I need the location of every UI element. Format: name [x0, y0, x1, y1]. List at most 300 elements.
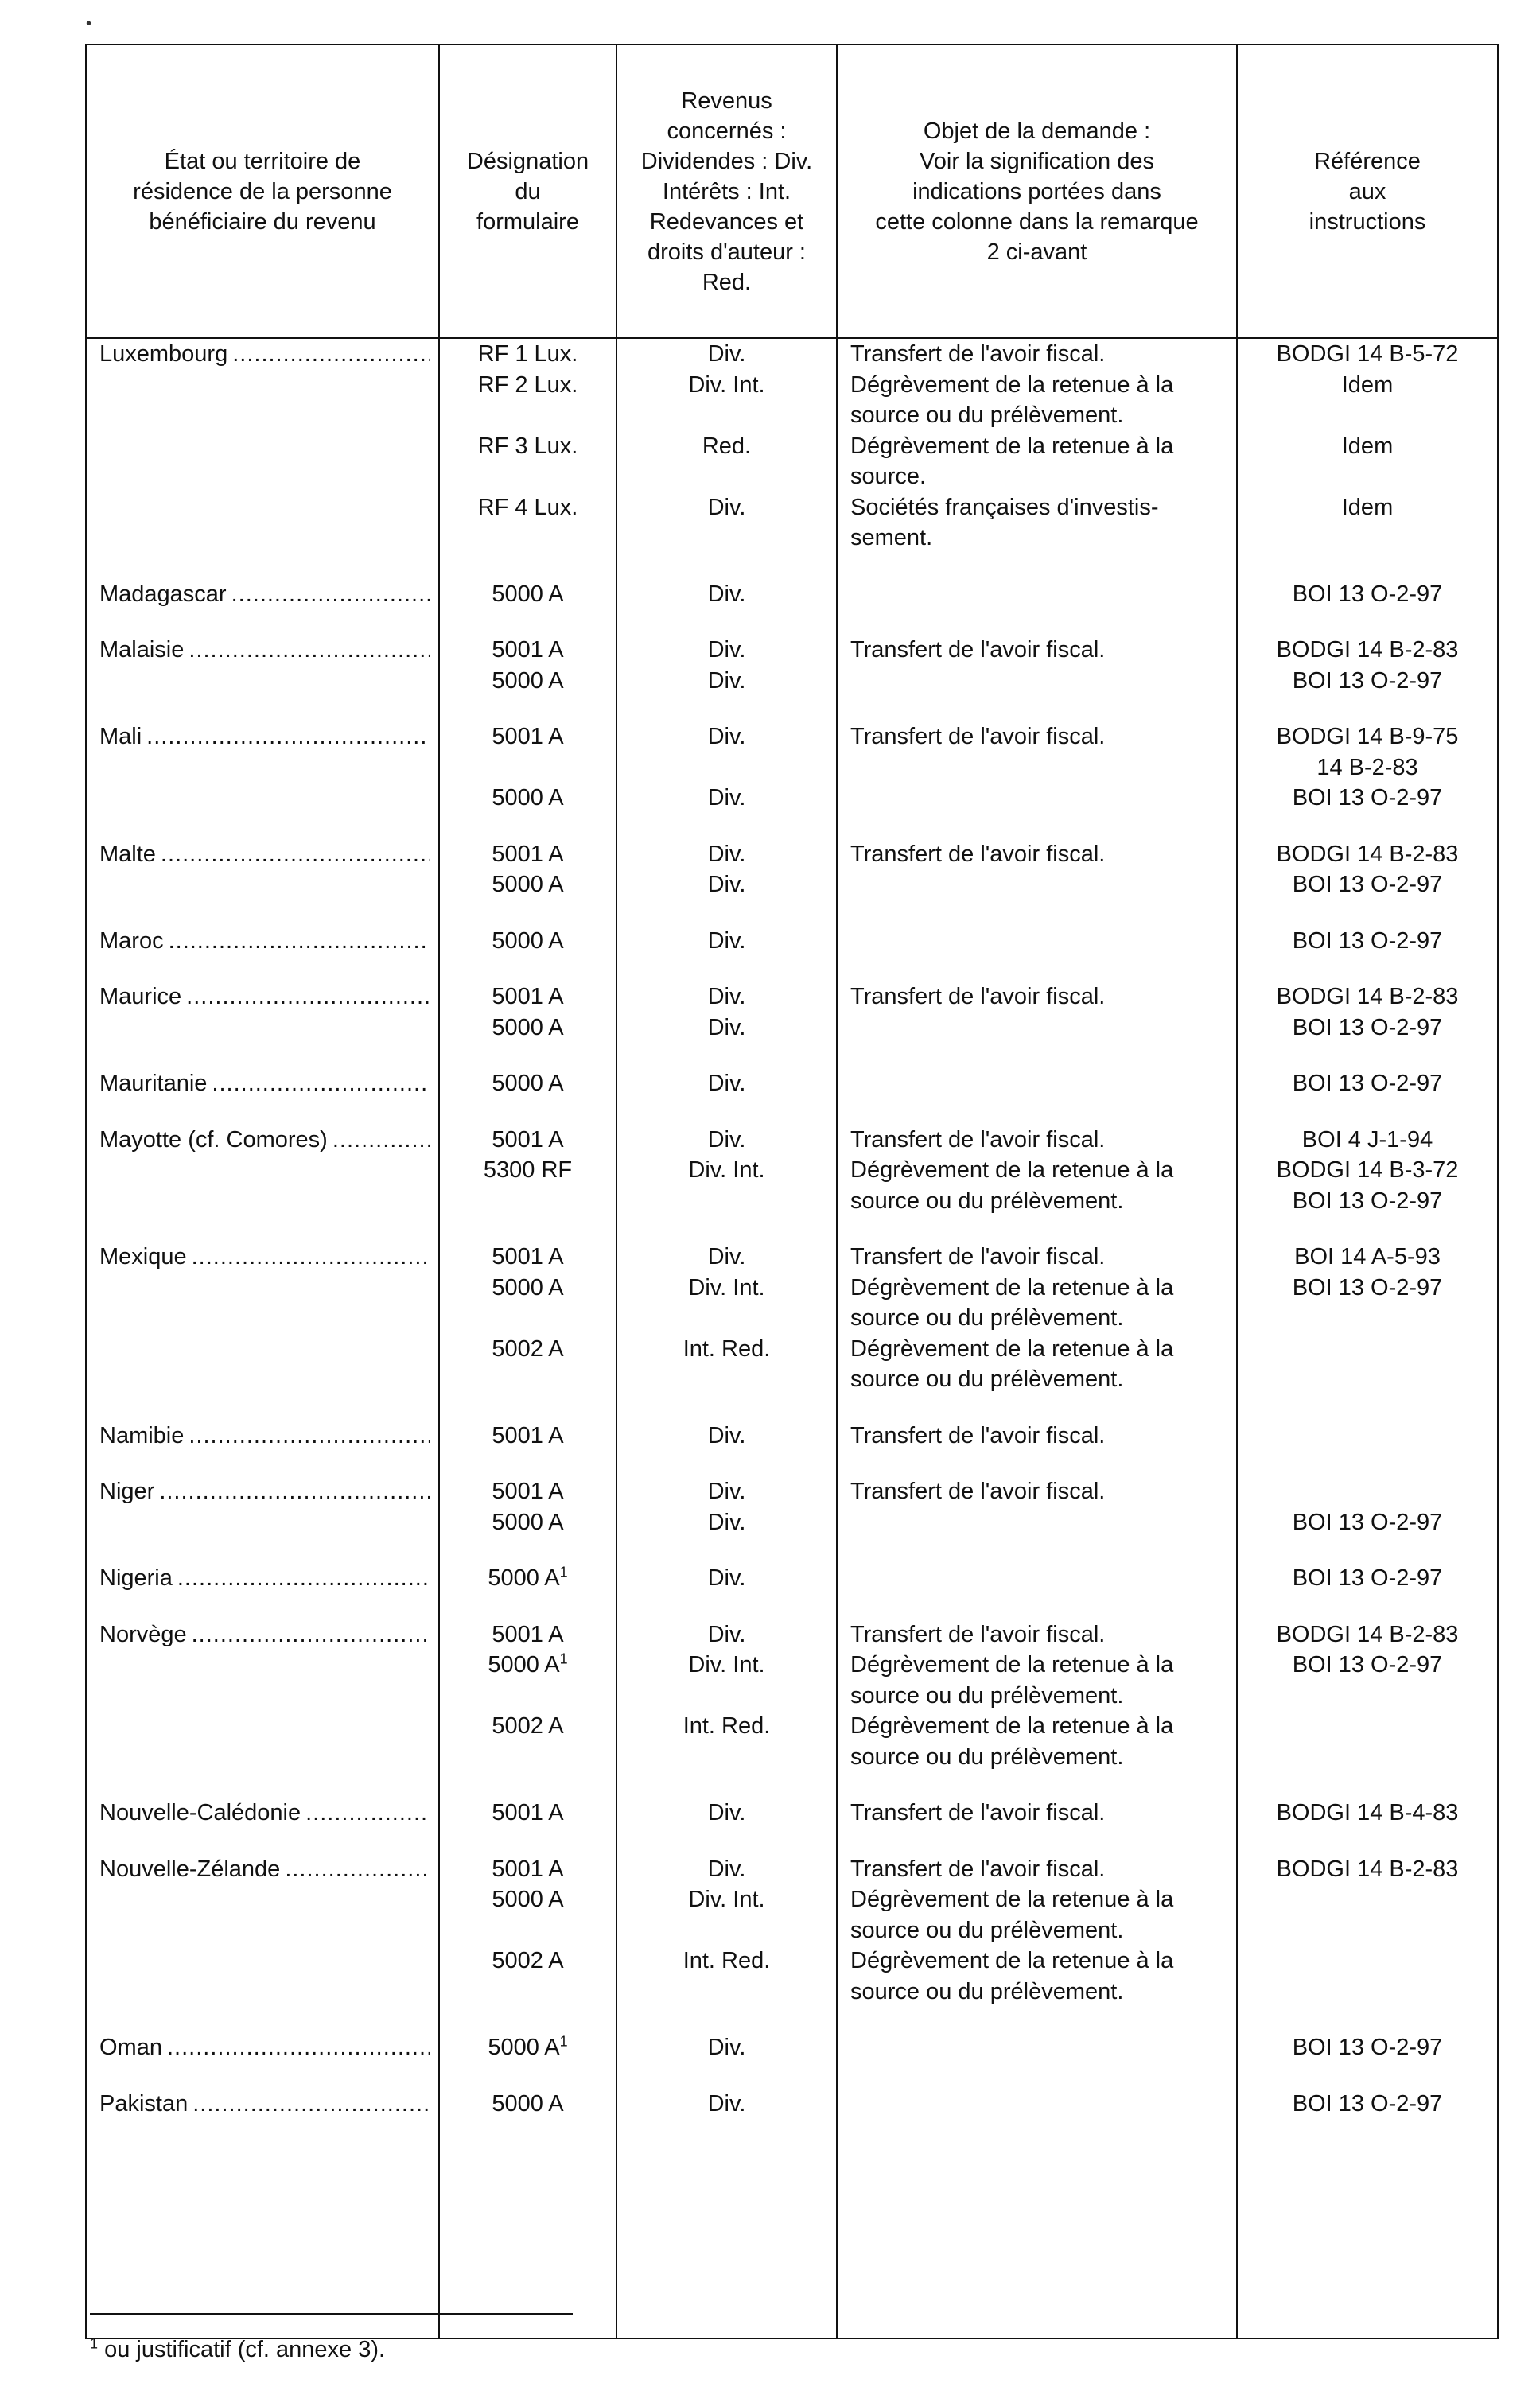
state-name-row — [99, 1125, 430, 1156]
entry-state-cell — [99, 1068, 430, 1099]
form-designation — [440, 400, 616, 431]
reference-value — [1238, 1742, 1497, 1773]
form-designation: 5001 A — [492, 984, 564, 1009]
reference-value: BODGI 14 B-5-72 — [1276, 341, 1459, 367]
revenus-value — [617, 523, 836, 554]
form-designation: 5002 A — [492, 1713, 564, 1739]
entry-obj-cell — [850, 1798, 1227, 1829]
objet-text: source ou du prélèvement. — [850, 1917, 1124, 1943]
entry-obj-cell — [850, 579, 1227, 610]
form-designation — [440, 1742, 616, 1773]
entry-ref-cell — [1238, 1619, 1497, 1773]
reference-value: BOI 13 O-2-97 — [1292, 1274, 1443, 1300]
entry-rev-cell — [617, 1242, 836, 1395]
spacer — [99, 869, 430, 900]
entry-ref-cell — [1238, 1125, 1497, 1217]
entry-ref-cell — [1238, 1068, 1497, 1099]
entry-state-cell — [99, 2089, 430, 2120]
revenus-value: Div. Int. — [688, 1274, 765, 1300]
objet-text: Sociétés françaises d'investis- — [850, 494, 1159, 520]
objet-text — [850, 666, 1227, 697]
form-designation — [440, 1681, 616, 1712]
reference-value: BOI 13 O-2-97 — [1292, 1509, 1443, 1535]
objet-text: Transfert de l'avoir fiscal. — [850, 341, 1106, 367]
form-designation: RF 3 Lux. — [477, 433, 578, 459]
form-designation: 5002 A — [492, 1335, 564, 1362]
reference-value: BODGI 14 B-2-83 — [1276, 1856, 1459, 1882]
form-designation: 5001 A — [492, 637, 564, 663]
entry-rev-cell — [617, 2089, 836, 2120]
entry-ref-cell — [1238, 1563, 1497, 1594]
reference-value: 14 B-2-83 — [1316, 754, 1418, 780]
reference-value — [1238, 400, 1497, 431]
revenus-value: Div. — [707, 1856, 746, 1882]
entry-obj-cell — [850, 2032, 1227, 2063]
revenus-value: Div. — [707, 1244, 746, 1269]
form-designation: 5001 A — [492, 1244, 564, 1269]
revenus-value: Div. Int. — [688, 1652, 765, 1678]
table-body-row — [86, 338, 1498, 2339]
reference-value: BOI 13 O-2-97 — [1292, 2035, 1443, 2060]
spacer — [99, 370, 430, 401]
spacer — [99, 1711, 430, 1742]
objet-text — [850, 2032, 1227, 2063]
revenus-value — [617, 1364, 836, 1395]
form-designation: 5001 A — [492, 1621, 564, 1647]
reference-value: Idem — [1341, 371, 1394, 398]
entry-ref-cell — [1238, 926, 1497, 957]
objet-text: Transfert de l'avoir fiscal. — [850, 1621, 1106, 1647]
state-name-row — [99, 1242, 430, 1273]
revenus-value: Div. — [707, 1126, 746, 1153]
entry-state-cell — [99, 982, 430, 1043]
state-name-row — [99, 2032, 430, 2063]
reference-value: BOI 4 J-1-94 — [1301, 1126, 1433, 1153]
entry-obj-cell — [850, 926, 1227, 957]
objet-text: Dégrèvement de la retenue à la — [850, 1713, 1174, 1739]
form-designation — [440, 1364, 616, 1395]
footnote-separator — [90, 2313, 573, 2315]
objet-text — [850, 1563, 1227, 1594]
entry-ref-cell — [1238, 1798, 1497, 1829]
form-designation: 5001 A — [492, 841, 564, 867]
revenus-value: Div. — [707, 1509, 746, 1535]
reference-value: BOI 13 O-2-97 — [1292, 927, 1443, 954]
entry-ref-cell — [1238, 579, 1497, 610]
state-name: Luxembourg — [99, 341, 228, 367]
revenus-value: Red. — [702, 433, 752, 459]
spacer — [99, 1155, 430, 1186]
revenus-value: Div. — [707, 872, 746, 897]
entry-state-cell — [99, 839, 430, 900]
state-name: Madagascar — [99, 581, 227, 607]
entry-rev-cell — [617, 339, 836, 554]
entry-ref-cell — [1238, 2032, 1497, 2063]
revenus-value — [617, 1186, 836, 1217]
objet-text: sement. — [850, 525, 933, 550]
state-name: Norvège — [99, 1621, 187, 1647]
entry-rev-cell — [617, 1563, 836, 1594]
state-name: Malte — [99, 841, 156, 867]
revenus-value: Div. — [707, 984, 746, 1009]
form-designation: 5000 A — [492, 927, 564, 954]
entry-state-cell — [99, 339, 430, 554]
spacer — [99, 523, 430, 554]
state-name: Namibie — [99, 1422, 185, 1448]
entry-state-cell — [99, 1854, 430, 2008]
spacer — [99, 1186, 430, 1217]
form-column — [439, 338, 616, 2339]
entry-state-cell — [99, 1421, 430, 1452]
leader-dots — [231, 579, 430, 610]
spacer — [99, 1303, 430, 1334]
form-designation — [440, 461, 616, 492]
leader-dots — [192, 2089, 430, 2120]
form-designation: 5001 A — [492, 1856, 564, 1882]
form-designation: 5300 RF — [483, 1157, 573, 1183]
revenus-value: Div. Int. — [688, 371, 765, 398]
reference-column — [1237, 338, 1498, 2339]
revenus-value: Div. — [707, 494, 746, 520]
revenus-value: Int. Red. — [682, 1335, 771, 1362]
leader-dots — [305, 1798, 430, 1829]
reference-value — [1238, 461, 1497, 492]
leader-dots — [167, 2032, 430, 2063]
objet-text: Transfert de l'avoir fiscal. — [850, 1244, 1106, 1269]
entry-state-cell — [99, 579, 430, 610]
form-designation: RF 1 Lux. — [477, 341, 578, 367]
objet-text: Transfert de l'avoir fiscal. — [850, 724, 1106, 749]
revenus-value: Div. Int. — [688, 1157, 765, 1183]
state-name-row — [99, 2089, 430, 2120]
reference-value: BOI 13 O-2-97 — [1292, 667, 1443, 694]
form-designation — [440, 1915, 616, 1946]
reference-value — [1238, 1977, 1497, 2008]
revenus-value: Div. — [707, 1479, 746, 1504]
objet-text — [850, 1068, 1227, 1099]
entry-form-cell — [440, 2089, 616, 2120]
form-designation: 5001 A — [492, 1126, 564, 1153]
header-objet: Objet de la demande : Voir la signification des indications portées dans cette colonne dans la remarque 2 ci-avant — [837, 45, 1237, 338]
footnote-text: ou justificatif (cf. annexe 3). — [104, 2337, 386, 2362]
entry-state-cell — [99, 2032, 430, 2063]
entry-ref-cell — [1238, 339, 1497, 554]
leader-dots — [332, 1125, 430, 1156]
spacer — [99, 492, 430, 523]
revenus-value: Div. — [707, 1621, 746, 1647]
revenus-value: Div. — [707, 581, 746, 607]
objet-text: source ou du prélèvement. — [850, 1744, 1124, 1770]
state-name-row — [99, 721, 430, 752]
reference-value — [1238, 523, 1497, 554]
leader-dots — [169, 926, 430, 957]
objet-text — [850, 926, 1227, 957]
entry-state-cell — [99, 721, 430, 814]
revenus-value: Div. Int. — [688, 1887, 765, 1912]
reference-value: BOI 13 O-2-97 — [1292, 1188, 1443, 1214]
revenus-value — [617, 400, 836, 431]
entry-obj-cell — [850, 1476, 1227, 1538]
entry-ref-cell — [1238, 1476, 1497, 1538]
spacer — [99, 1681, 430, 1712]
leader-dots — [177, 1563, 430, 1594]
form-designation: 5000 $A^1$ — [488, 1650, 568, 1678]
reference-value: BOI 13 O-2-97 — [1292, 1014, 1443, 1040]
revenus-value — [617, 752, 836, 783]
entry-form-cell — [440, 926, 616, 957]
entry-state-cell — [99, 1563, 430, 1594]
entry-rev-cell — [617, 1798, 836, 1829]
header-state: État ou territoire de résidence de la personne bénéficiaire du revenu — [86, 45, 439, 338]
entry-form-cell — [440, 1476, 616, 1538]
entry-state-cell — [99, 926, 430, 957]
revenus-value: Div. — [707, 785, 746, 811]
form-designation: 5000 A — [492, 1274, 564, 1300]
entry-rev-cell — [617, 982, 836, 1043]
state-name-row — [99, 1421, 430, 1452]
revenus-value — [617, 1915, 836, 1946]
revenus-column — [616, 338, 837, 2339]
revenus-value: Div. — [707, 667, 746, 694]
scan-speck: • — [86, 15, 92, 33]
objet-text: Dégrèvement de la retenue à la — [850, 1948, 1174, 1973]
spacer — [99, 431, 430, 462]
state-name-row — [99, 1563, 430, 1594]
reference-value — [1238, 1364, 1497, 1395]
entry-obj-cell — [850, 839, 1227, 900]
objet-text: Dégrèvement de la retenue à la — [850, 1274, 1174, 1300]
objet-text: source ou du prélèvement. — [850, 1978, 1124, 2004]
objet-text: Transfert de l'avoir fiscal. — [850, 1856, 1106, 1882]
state-name: Malaisie — [99, 637, 185, 663]
state-name-row — [99, 982, 430, 1013]
leader-dots — [192, 1619, 430, 1650]
leader-dots — [232, 339, 430, 370]
revenus-value: Div. — [707, 1071, 746, 1096]
objet-text — [850, 579, 1227, 610]
objet-text — [850, 1013, 1227, 1044]
form-designation: RF 4 Lux. — [477, 494, 578, 520]
state-name: Mali — [99, 724, 142, 749]
revenus-value: Div. — [707, 724, 746, 749]
state-name-row — [99, 1619, 430, 1650]
entry-obj-cell — [850, 1068, 1227, 1099]
state-name-row — [99, 1068, 430, 1099]
revenus-value: Div. — [707, 841, 746, 867]
state-name-row — [99, 579, 430, 610]
entry-rev-cell — [617, 579, 836, 610]
state-name-row — [99, 926, 430, 957]
entry-form-cell — [440, 721, 616, 814]
objet-text — [850, 752, 1227, 783]
objet-text: source ou du prélèvement. — [850, 1367, 1124, 1392]
objet-text: source ou du prélèvement. — [850, 1188, 1124, 1214]
form-designation: RF 2 Lux. — [477, 371, 578, 398]
reference-value: BODGI 14 B-2-83 — [1276, 1621, 1459, 1647]
entry-ref-cell — [1238, 1854, 1497, 2008]
entry-state-cell — [99, 1242, 430, 1395]
spacer — [99, 1742, 430, 1773]
entry-rev-cell — [617, 926, 836, 957]
spacer — [99, 400, 430, 431]
form-designation — [440, 1977, 616, 2008]
objet-text: source ou du prélèvement. — [850, 402, 1124, 428]
spacer — [99, 461, 430, 492]
spacer — [99, 783, 430, 814]
state-name: Nouvelle-Zélande — [99, 1856, 281, 1882]
reference-value: BOI 14 A-5-93 — [1294, 1244, 1441, 1269]
leader-dots — [189, 635, 430, 666]
reference-value — [1238, 1303, 1497, 1334]
entry-form-cell — [440, 635, 616, 696]
header-form: Désignation du formulaire — [439, 45, 616, 338]
form-designation: 5000 A — [492, 667, 564, 694]
reference-value: BOI 13 O-2-97 — [1292, 581, 1443, 607]
entry-obj-cell — [850, 635, 1227, 696]
revenus-value — [617, 1681, 836, 1712]
revenus-value — [617, 461, 836, 492]
form-designation: 5000 $A^1$ — [488, 2033, 568, 2060]
reference-value: BODGI 14 B-2-83 — [1276, 637, 1459, 663]
reference-value: Idem — [1341, 494, 1394, 520]
entry-rev-cell — [617, 1125, 836, 1217]
form-designation: 5000 A — [492, 785, 564, 811]
form-designation: 5000 $A^1$ — [488, 1564, 568, 1591]
entry-obj-cell — [850, 1854, 1227, 2008]
form-designation: 5001 A — [492, 1800, 564, 1825]
entry-state-cell — [99, 1476, 430, 1538]
entry-rev-cell — [617, 1619, 836, 1773]
spacer — [99, 752, 430, 783]
reference-value — [1238, 1884, 1497, 1915]
revenus-value: Div. — [707, 341, 746, 367]
state-name-row — [99, 839, 430, 870]
objet-text: Dégrèvement de la retenue à la — [850, 371, 1174, 398]
entry-obj-cell — [850, 1563, 1227, 1594]
entry-form-cell — [440, 1854, 616, 2008]
reference-value — [1238, 1946, 1497, 1977]
spacer — [99, 1977, 430, 2008]
spacer — [99, 1364, 430, 1395]
entry-form-cell — [440, 579, 616, 610]
state-name: Mexique — [99, 1244, 187, 1269]
revenus-value: Int. Red. — [682, 1713, 771, 1739]
objet-text: source. — [850, 464, 927, 489]
entry-state-cell — [99, 635, 430, 696]
leader-dots — [212, 1068, 430, 1099]
entry-obj-cell — [850, 1619, 1227, 1773]
entry-obj-cell — [850, 1242, 1227, 1395]
entry-obj-cell — [850, 1421, 1227, 1452]
objet-text — [850, 2089, 1227, 2120]
spacer — [99, 1650, 430, 1681]
state-name: Maroc — [99, 927, 164, 954]
state-name: Pakistan — [99, 2090, 189, 2117]
reference-value — [1238, 1681, 1497, 1712]
entry-rev-cell — [617, 2032, 836, 2063]
revenus-value: Div. — [707, 1800, 746, 1825]
entry-ref-cell — [1238, 635, 1497, 696]
forms-table — [85, 44, 1499, 2339]
revenus-value — [617, 1742, 836, 1773]
state-name-row — [99, 1854, 430, 1885]
objet-text: Dégrèvement de la retenue à la — [850, 1652, 1174, 1678]
reference-value — [1238, 1711, 1497, 1742]
entry-rev-cell — [617, 1476, 836, 1538]
revenus-value: Div. — [707, 1422, 746, 1448]
leader-dots — [189, 1421, 430, 1452]
revenus-value — [617, 1977, 836, 2008]
objet-text: Transfert de l'avoir fiscal. — [850, 1479, 1106, 1504]
form-designation: 5000 A — [492, 581, 564, 607]
spacer — [99, 1884, 430, 1915]
revenus-value — [617, 1303, 836, 1334]
entry-obj-cell — [850, 2089, 1227, 2120]
entry-rev-cell — [617, 1421, 836, 1452]
reference-value — [1238, 1915, 1497, 1946]
reference-value: BODGI 14 B-2-83 — [1276, 841, 1459, 867]
entry-state-cell — [99, 1619, 430, 1773]
reference-value: BOI 13 O-2-97 — [1292, 872, 1443, 897]
entry-obj-cell — [850, 1125, 1227, 1217]
form-designation: 5000 A — [492, 2090, 564, 2117]
footnote — [90, 2335, 385, 2365]
entry-form-cell — [440, 1619, 616, 1773]
revenus-value: Div. — [707, 637, 746, 663]
entry-ref-cell — [1238, 721, 1497, 814]
revenus-value: Div. — [707, 1565, 746, 1591]
state-name: Mayotte (cf. Comores) — [99, 1126, 328, 1153]
entry-form-cell — [440, 1798, 616, 1829]
reference-value: BOI 13 O-2-97 — [1292, 785, 1443, 811]
reference-value: BODGI 14 B-3-72 — [1276, 1157, 1459, 1183]
entry-form-cell — [440, 339, 616, 554]
entry-rev-cell — [617, 1854, 836, 2008]
spacer — [99, 1915, 430, 1946]
state-name: Maurice — [99, 984, 182, 1009]
entry-form-cell — [440, 1068, 616, 1099]
entry-form-cell — [440, 1242, 616, 1395]
entry-ref-cell — [1238, 1421, 1497, 1452]
entry-ref-cell — [1238, 1242, 1497, 1395]
objet-text: Transfert de l'avoir fiscal. — [850, 637, 1106, 663]
objet-text: Dégrèvement de la retenue à la — [850, 433, 1174, 459]
objet-text: Transfert de l'avoir fiscal. — [850, 984, 1106, 1009]
form-designation: 5000 A — [492, 1509, 564, 1535]
objet-text: Dégrèvement de la retenue à la — [850, 1335, 1174, 1362]
spacer — [99, 1013, 430, 1044]
state-name-row — [99, 635, 430, 666]
reference-value: BODGI 14 B-2-83 — [1276, 984, 1459, 1009]
reference-value: Idem — [1341, 433, 1394, 459]
form-designation: 5000 A — [492, 1014, 564, 1040]
entry-rev-cell — [617, 839, 836, 900]
leader-dots — [192, 1242, 430, 1273]
form-designation: 5001 A — [492, 1479, 564, 1504]
header-revenus: Revenus concernés : Dividendes : Div. Intérêts : Int. Redevances et droits d'auteur : Red. — [616, 45, 837, 338]
state-name: Nigeria — [99, 1565, 173, 1591]
entry-form-cell — [440, 1421, 616, 1452]
entry-form-cell — [440, 982, 616, 1043]
spacer — [99, 1507, 430, 1538]
state-name: Nouvelle-Calédonie — [99, 1800, 301, 1825]
reference-value: BOI 13 O-2-97 — [1292, 1652, 1443, 1678]
state-name-row — [99, 339, 430, 370]
entry-obj-cell — [850, 721, 1227, 814]
objet-text — [850, 869, 1227, 900]
table-header-row — [86, 45, 1498, 338]
entry-form-cell — [440, 1125, 616, 1217]
